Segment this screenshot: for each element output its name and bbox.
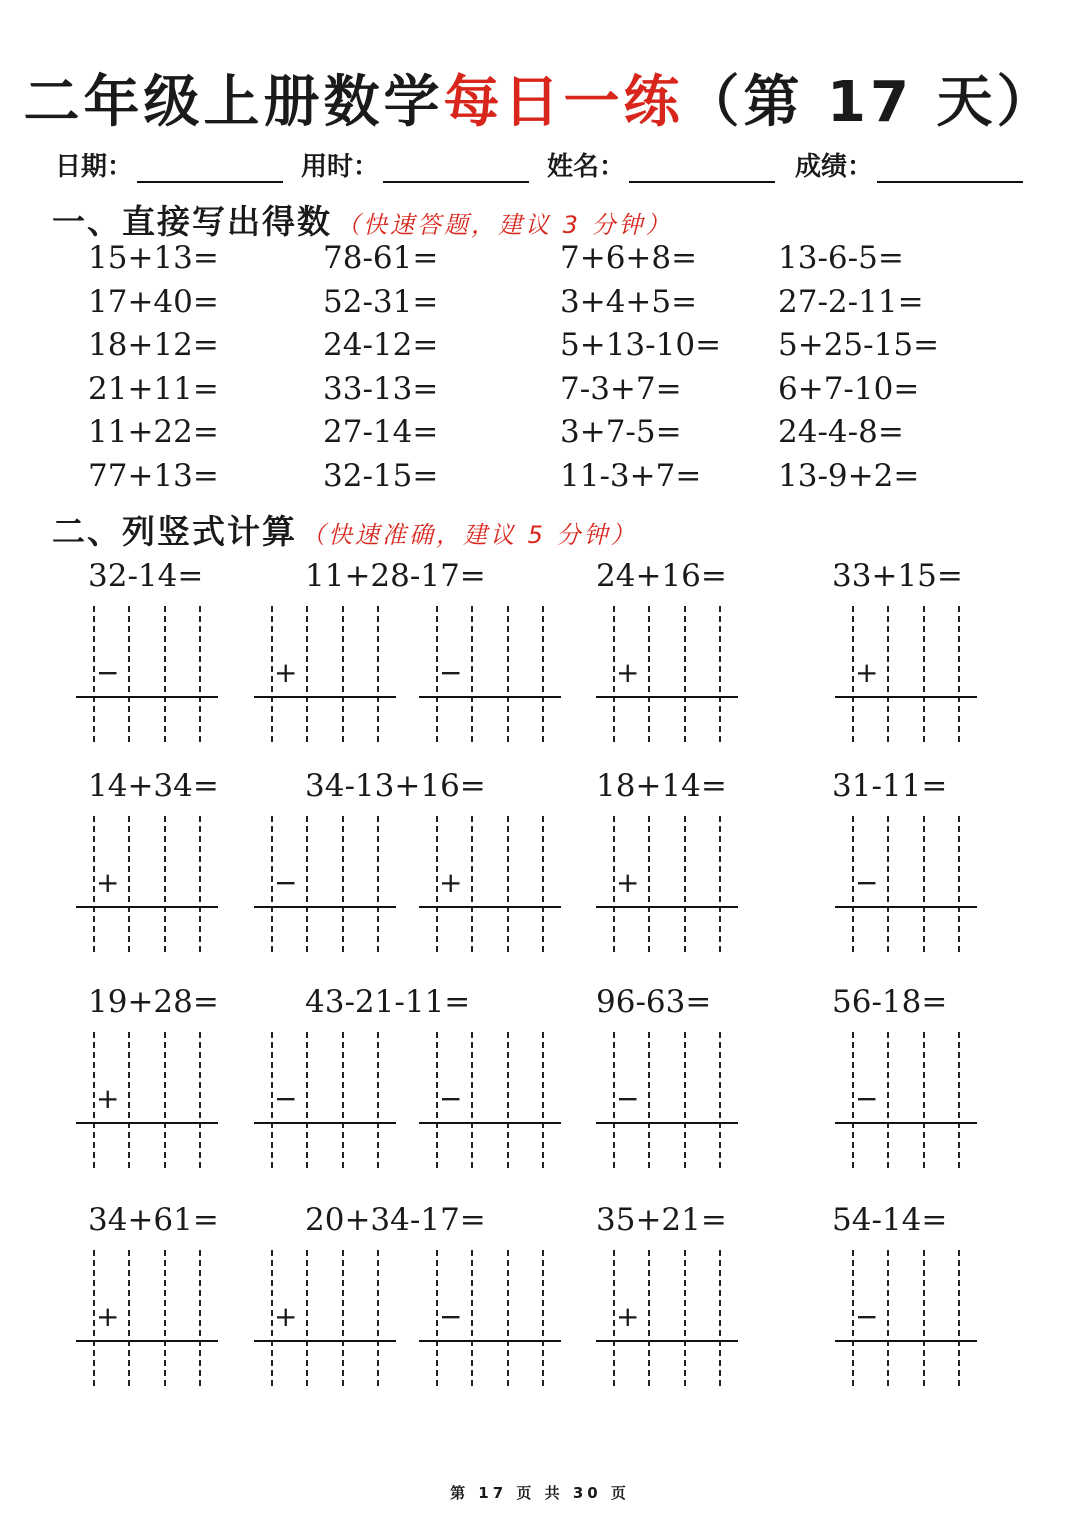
minus-sign: −: [855, 1082, 879, 1115]
calc-grid[interactable]: [596, 816, 738, 952]
grid-guide-line: [507, 1032, 509, 1168]
answer-line: [254, 1340, 396, 1342]
grid-guide-line: [958, 1250, 960, 1386]
oral-problem: 27-2-11=: [778, 283, 924, 320]
oral-problem: 3+7-5=: [560, 414, 682, 450]
minus-sign: −: [616, 1082, 640, 1115]
calc-grid[interactable]: [596, 1032, 738, 1168]
answer-line: [596, 1340, 738, 1342]
section2-heading: [52, 506, 638, 553]
plus-sign: +: [96, 866, 120, 899]
answer-line: [835, 1122, 977, 1124]
oral-problem: 17+40=: [88, 283, 219, 320]
vertical-problem: 96-63=: [596, 984, 712, 1020]
grid-guide-line: [852, 1032, 854, 1168]
calc-grid[interactable]: [76, 816, 218, 952]
grid-guide-line: [613, 606, 615, 742]
grid-guide-line: [958, 606, 960, 742]
vertical-problem: 18+14=: [596, 768, 727, 804]
calc-grid[interactable]: [76, 606, 218, 742]
minus-sign: −: [855, 1300, 879, 1333]
name-label: 姓名：: [547, 152, 626, 182]
grid-guide-line: [542, 1032, 544, 1168]
grid-guide-line: [542, 1250, 544, 1386]
grid-guide-line: [306, 1032, 308, 1168]
section2-title: 二、列竖式计算: [52, 512, 297, 551]
grid-guide-line: [887, 606, 889, 742]
oral-problem: 24-12=: [323, 327, 439, 363]
vertical-problem: 33+15=: [832, 558, 963, 594]
vertical-problem: 20+34-17=: [305, 1202, 486, 1238]
answer-line: [76, 696, 218, 698]
oral-problem: 33-13=: [323, 370, 439, 407]
calc-grid[interactable]: [835, 606, 977, 742]
vertical-problem: 54-14=: [832, 1202, 948, 1238]
grid-guide-line: [377, 1250, 379, 1386]
time-blank[interactable]: [383, 153, 529, 183]
vertical-problem: 14+34=: [88, 768, 219, 804]
plus-sign: +: [274, 656, 298, 689]
calc-grid[interactable]: [419, 816, 561, 952]
page-footer: 第 17 页 共 30 页: [450, 1484, 630, 1502]
grid-guide-line: [852, 606, 854, 742]
grid-guide-line: [342, 1032, 344, 1168]
grid-guide-line: [507, 1250, 509, 1386]
grid-guide-line: [542, 816, 544, 952]
vertical-problem: 35+21=: [596, 1202, 727, 1238]
minus-sign: −: [274, 866, 298, 899]
calc-grid[interactable]: [419, 1032, 561, 1168]
oral-problem: 32-15=: [323, 457, 439, 494]
grid-guide-line: [342, 816, 344, 952]
grid-guide-line: [648, 1032, 650, 1168]
answer-line: [835, 1340, 977, 1342]
score-blank[interactable]: [877, 153, 1023, 183]
grid-guide-line: [93, 606, 95, 742]
grid-guide-line: [271, 606, 273, 742]
vertical-problem: 34-13+16=: [305, 768, 486, 804]
grid-guide-line: [199, 1032, 201, 1168]
grid-guide-line: [164, 1250, 166, 1386]
grid-guide-line: [271, 1250, 273, 1386]
oral-problem: 24-4-8=: [778, 414, 904, 450]
grid-guide-line: [93, 816, 95, 952]
grid-guide-line: [306, 1250, 308, 1386]
plus-sign: +: [616, 866, 640, 899]
grid-guide-line: [719, 1032, 721, 1168]
grid-guide-line: [887, 1032, 889, 1168]
grid-guide-line: [128, 606, 130, 742]
oral-problem: 78-61=: [323, 240, 439, 276]
name-field[interactable]: [547, 146, 775, 183]
grid-guide-line: [507, 606, 509, 742]
calc-grid[interactable]: [596, 1250, 738, 1386]
calc-grid[interactable]: [254, 816, 396, 952]
calc-grid[interactable]: [835, 1032, 977, 1168]
plus-sign: +: [274, 1300, 298, 1333]
grid-guide-line: [719, 816, 721, 952]
oral-problem: 3+4+5=: [560, 283, 698, 320]
grid-guide-line: [507, 816, 509, 952]
grid-guide-line: [471, 1250, 473, 1386]
title-prefix: 二年级上册数学: [23, 70, 444, 135]
title-highlight: 每日一练: [443, 70, 684, 135]
grid-guide-line: [613, 1032, 615, 1168]
oral-problem: 52-31=: [323, 283, 439, 320]
vertical-problem: 31-11=: [832, 768, 948, 804]
section2-hint: （快速准确，建议 5 分钟）: [301, 521, 638, 549]
oral-problem: 15+13=: [88, 240, 219, 276]
grid-guide-line: [684, 816, 686, 952]
title-suffix: （第 17 天）: [683, 70, 1057, 135]
grid-guide-line: [923, 606, 925, 742]
answer-line: [835, 696, 977, 698]
grid-guide-line: [377, 1032, 379, 1168]
oral-problem: 77+13=: [88, 457, 219, 494]
time-label: 用时：: [301, 152, 380, 182]
minus-sign: −: [439, 656, 463, 689]
minus-sign: −: [439, 1300, 463, 1333]
calc-grid[interactable]: [835, 1250, 977, 1386]
oral-problem: 7-3+7=: [560, 370, 682, 407]
grid-guide-line: [436, 816, 438, 952]
grid-guide-line: [613, 816, 615, 952]
grid-guide-line: [684, 1250, 686, 1386]
grid-guide-line: [684, 1032, 686, 1168]
grid-guide-line: [436, 1250, 438, 1386]
grid-guide-line: [128, 1250, 130, 1386]
oral-problem: 18+12=: [88, 327, 219, 363]
date-blank[interactable]: [137, 153, 283, 183]
grid-guide-line: [271, 816, 273, 952]
plus-sign: +: [616, 656, 640, 689]
grid-guide-line: [164, 1032, 166, 1168]
grid-guide-line: [958, 816, 960, 952]
vertical-problem: 11+28-17=: [305, 558, 486, 594]
oral-problem: 5+25-15=: [778, 327, 940, 363]
calc-grid[interactable]: [596, 606, 738, 742]
answer-line: [835, 906, 977, 908]
grid-guide-line: [923, 1250, 925, 1386]
minus-sign: −: [439, 1082, 463, 1115]
grid-guide-line: [958, 1032, 960, 1168]
calc-grid[interactable]: [835, 816, 977, 952]
calc-grid[interactable]: [254, 1032, 396, 1168]
grid-guide-line: [613, 1250, 615, 1386]
calc-grid[interactable]: [76, 1032, 218, 1168]
grid-guide-line: [684, 606, 686, 742]
grid-guide-line: [471, 606, 473, 742]
grid-guide-line: [306, 606, 308, 742]
answer-line: [76, 1122, 218, 1124]
answer-line: [419, 1122, 561, 1124]
grid-guide-line: [852, 1250, 854, 1386]
date-field[interactable]: [55, 146, 283, 183]
grid-guide-line: [199, 606, 201, 742]
vertical-problem: 32-14=: [88, 558, 204, 594]
grid-guide-line: [471, 1032, 473, 1168]
vertical-problem: 34+61=: [88, 1202, 219, 1238]
grid-guide-line: [436, 606, 438, 742]
grid-guide-line: [271, 1032, 273, 1168]
grid-guide-line: [342, 1250, 344, 1386]
grid-guide-line: [164, 606, 166, 742]
grid-guide-line: [719, 606, 721, 742]
grid-guide-line: [923, 1032, 925, 1168]
score-field[interactable]: [795, 146, 1023, 183]
vertical-problem: 56-18=: [832, 984, 948, 1020]
grid-guide-line: [199, 816, 201, 952]
plus-sign: +: [96, 1300, 120, 1333]
grid-guide-line: [648, 606, 650, 742]
oral-problem: 13-6-5=: [778, 240, 904, 276]
grid-guide-line: [377, 816, 379, 952]
oral-problem: 11+22=: [88, 414, 219, 450]
answer-line: [419, 696, 561, 698]
score-label: 成绩：: [795, 152, 874, 182]
minus-sign: −: [274, 1082, 298, 1115]
grid-guide-line: [306, 816, 308, 952]
vertical-problem: 24+16=: [596, 558, 727, 594]
grid-guide-line: [93, 1250, 95, 1386]
plus-sign: +: [616, 1300, 640, 1333]
section1-heading: [52, 196, 673, 243]
oral-problem: 6+7-10=: [778, 370, 920, 407]
oral-problem: 13-9+2=: [778, 457, 920, 494]
section1-title: 一、直接写出得数: [52, 202, 332, 241]
grid-guide-line: [471, 816, 473, 952]
calc-grid[interactable]: [254, 1250, 396, 1386]
grid-guide-line: [852, 816, 854, 952]
time-field[interactable]: [301, 146, 529, 183]
grid-guide-line: [377, 606, 379, 742]
answer-line: [254, 906, 396, 908]
calc-grid[interactable]: [76, 1250, 218, 1386]
answer-line: [596, 696, 738, 698]
grid-guide-line: [648, 1250, 650, 1386]
oral-problem: 11-3+7=: [560, 457, 702, 494]
calc-grid[interactable]: [419, 606, 561, 742]
grid-guide-line: [887, 1250, 889, 1386]
section1-hint: （快速答题，建议 3 分钟）: [336, 211, 673, 239]
calc-grid[interactable]: [254, 606, 396, 742]
answer-line: [419, 1340, 561, 1342]
info-row: [55, 146, 1030, 186]
answer-line: [254, 696, 396, 698]
answer-line: [596, 1122, 738, 1124]
grid-guide-line: [199, 1250, 201, 1386]
plus-sign: +: [439, 866, 463, 899]
page-title: [0, 58, 1080, 138]
vertical-problem: 43-21-11=: [305, 984, 471, 1020]
grid-guide-line: [887, 816, 889, 952]
grid-guide-line: [719, 1250, 721, 1386]
minus-sign: −: [855, 866, 879, 899]
grid-guide-line: [542, 606, 544, 742]
plus-sign: +: [855, 656, 879, 689]
name-blank[interactable]: [629, 153, 775, 183]
oral-problem: 7+6+8=: [560, 240, 698, 276]
minus-sign: −: [96, 656, 120, 689]
grid-guide-line: [342, 606, 344, 742]
oral-problem: 27-14=: [323, 414, 439, 450]
grid-guide-line: [648, 816, 650, 952]
plus-sign: +: [96, 1082, 120, 1115]
answer-line: [254, 1122, 396, 1124]
grid-guide-line: [164, 816, 166, 952]
grid-guide-line: [128, 816, 130, 952]
grid-guide-line: [128, 1032, 130, 1168]
grid-guide-line: [923, 816, 925, 952]
answer-line: [76, 906, 218, 908]
answer-line: [419, 906, 561, 908]
grid-guide-line: [436, 1032, 438, 1168]
grid-guide-line: [93, 1032, 95, 1168]
date-label: 日期：: [55, 152, 134, 182]
oral-problem: 21+11=: [88, 370, 219, 407]
vertical-problem: 19+28=: [88, 984, 219, 1020]
calc-grid[interactable]: [419, 1250, 561, 1386]
answer-line: [76, 1340, 218, 1342]
oral-problem: 5+13-10=: [560, 327, 722, 363]
answer-line: [596, 906, 738, 908]
